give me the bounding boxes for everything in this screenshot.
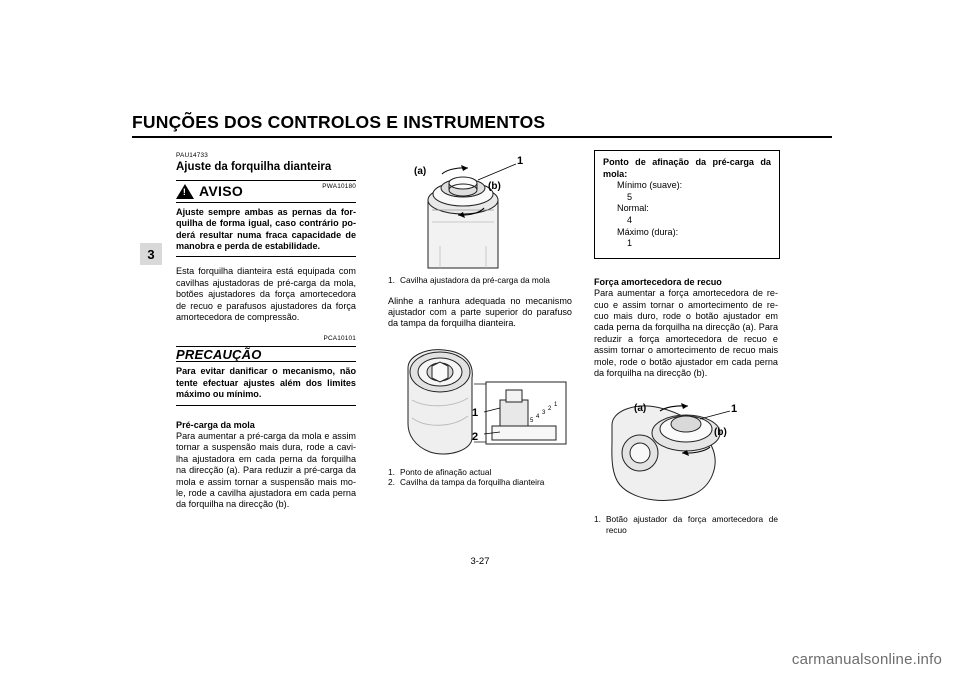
figure1-caption (388, 275, 572, 286)
spec-row-normal-value: 4 (627, 214, 633, 225)
figure1-label-1: 1 (517, 155, 524, 167)
caution-body: Para evitar danificar o mecanismo, não tente efectuar ajustes além dos limites máximo ou mínimo. (176, 366, 356, 400)
caution-code: PCA10101 (323, 335, 356, 343)
figure2-scale-1: 1 (554, 401, 558, 408)
figure3-caption-num: 1. (594, 514, 601, 525)
figure2-scale-2: 2 (548, 405, 552, 412)
figure1-label-a: (a) (414, 166, 427, 177)
header-divider (132, 136, 832, 138)
figure-rebound-adjuster-svg (594, 391, 778, 509)
watermark: carmanualsonline.info (791, 651, 942, 668)
warning-block (176, 180, 356, 258)
figure-preload-adjuster-svg (388, 150, 572, 270)
figure-current-setting-svg (388, 338, 572, 462)
warning-bottom-rule (176, 256, 356, 257)
column-right (594, 150, 778, 536)
chapter-tab: 3 (140, 243, 162, 265)
spec-row-min-label: Mínimo (suave): (617, 180, 683, 191)
caution-label: PRECAUÇÃO (176, 346, 262, 362)
warning-label: AVISO (199, 182, 244, 199)
paragraph-spring-preload: Para aumentar a pré-carga da mola e assim tornar a suspensão mais dura, rode a cavi-lha ajustadora em cada perna da forquilha na direcção (a). Para reduzir a pré-carga da mola e assim tornar a suspensão mais mo-le, rode a cavilha ajustadora em cada perna da forquilha na direcção (b). (176, 430, 356, 510)
subheading-spring-preload: Pré-carga da mola (176, 419, 255, 430)
figure-rebound-adjuster (594, 391, 778, 509)
figure-current-setting (388, 338, 572, 462)
figure3-label-1: 1 (731, 403, 738, 416)
figure3-caption-text: Botão ajustador da força amortecedora de recuo (606, 514, 778, 535)
figure1-caption-text: Cavilha ajustadora da pré-carga da mola (400, 275, 550, 285)
figure2-scale-3: 3 (542, 409, 546, 416)
section-title: Ajuste da forquilha dianteira (176, 161, 332, 174)
figure2-caption-text-2: Cavilha da tampa da forquilha dianteira (400, 477, 545, 488)
warning-header (176, 181, 356, 202)
figure2-label-1: 1 (472, 406, 479, 419)
caution-block (176, 333, 356, 405)
figure2-caption-num-1: 1. (388, 466, 395, 477)
warning-code: PWA10180 (322, 182, 356, 190)
figure2-caption (388, 467, 572, 488)
spec-row-normal-label: Normal: (617, 203, 649, 214)
paragraph-align-groove: Alinhe a ranhura adequada no mecanismo ajustador com a parte superior do parafuso da tampa da forquilha dianteira. (388, 295, 572, 329)
page-title: FUNÇÕES DOS CONTROLOS E INSTRUMENTOS (132, 112, 546, 132)
spec-row-min-value: 5 (627, 191, 633, 202)
spec-box-title: Ponto de afinação da pré-carga da mola: (603, 157, 771, 179)
figure2-label-2: 2 (472, 430, 479, 443)
figure1-label-b: (b) (488, 181, 501, 192)
figure1-caption-num: 1. (388, 275, 395, 285)
column-middle (388, 150, 572, 488)
figure3-caption (594, 514, 778, 535)
spec-row-max-label: Máximo (dura): (617, 226, 679, 237)
page-header (132, 112, 832, 138)
figure2-scale-5: 5 (530, 417, 534, 424)
page-number: 3-27 (470, 556, 490, 567)
figure2-caption-text-1: Ponto de afinação actual (400, 466, 492, 477)
figure2-scale-4: 4 (536, 413, 540, 420)
column-left (176, 150, 356, 511)
figure2-caption-num-2: 2. (388, 477, 395, 488)
warning-triangle-icon (176, 184, 194, 199)
figure3-label-a: (a) (634, 403, 647, 415)
subheading-rebound-damping: Força amortecedora de recuo (594, 276, 722, 287)
figure3-label-b: (b) (714, 427, 727, 439)
warning-mid-rule (176, 202, 356, 203)
paragraph-fork-description: Esta forquilha dianteira está equipada com cavilhas ajustadoras de pré-carga da mola, botões ajustadores da força amortecedora de recuo e parafusos ajustadores da força amortecedora de compressão. (176, 266, 356, 323)
paragraph-rebound-damping: Para aumentar a força amortecedora de re-cuo e assim tornar o amortecimento de re-cuo mais duro, rode o botão ajustador em cada perna da forquilha na direcção (a). Para reduzir a força amortecedora de recuo e assim tornar o amortecimento de recuo mais mole, rode o botão ajustador em cada perna da forquilha na direcção (b). (594, 288, 778, 378)
spec-row-max-value: 1 (627, 238, 633, 249)
spec-box-preload-setting (594, 150, 780, 259)
section-code: PAU14733 (176, 152, 209, 159)
warning-body: Ajuste sempre ambas as pernas da for-quilha de forma igual, caso contrário po-derá resultar numa fraca capacidade de manobra e perda de estabilidade. (176, 206, 356, 252)
caution-bottom-rule (176, 405, 356, 406)
figure-preload-adjuster (388, 150, 572, 270)
